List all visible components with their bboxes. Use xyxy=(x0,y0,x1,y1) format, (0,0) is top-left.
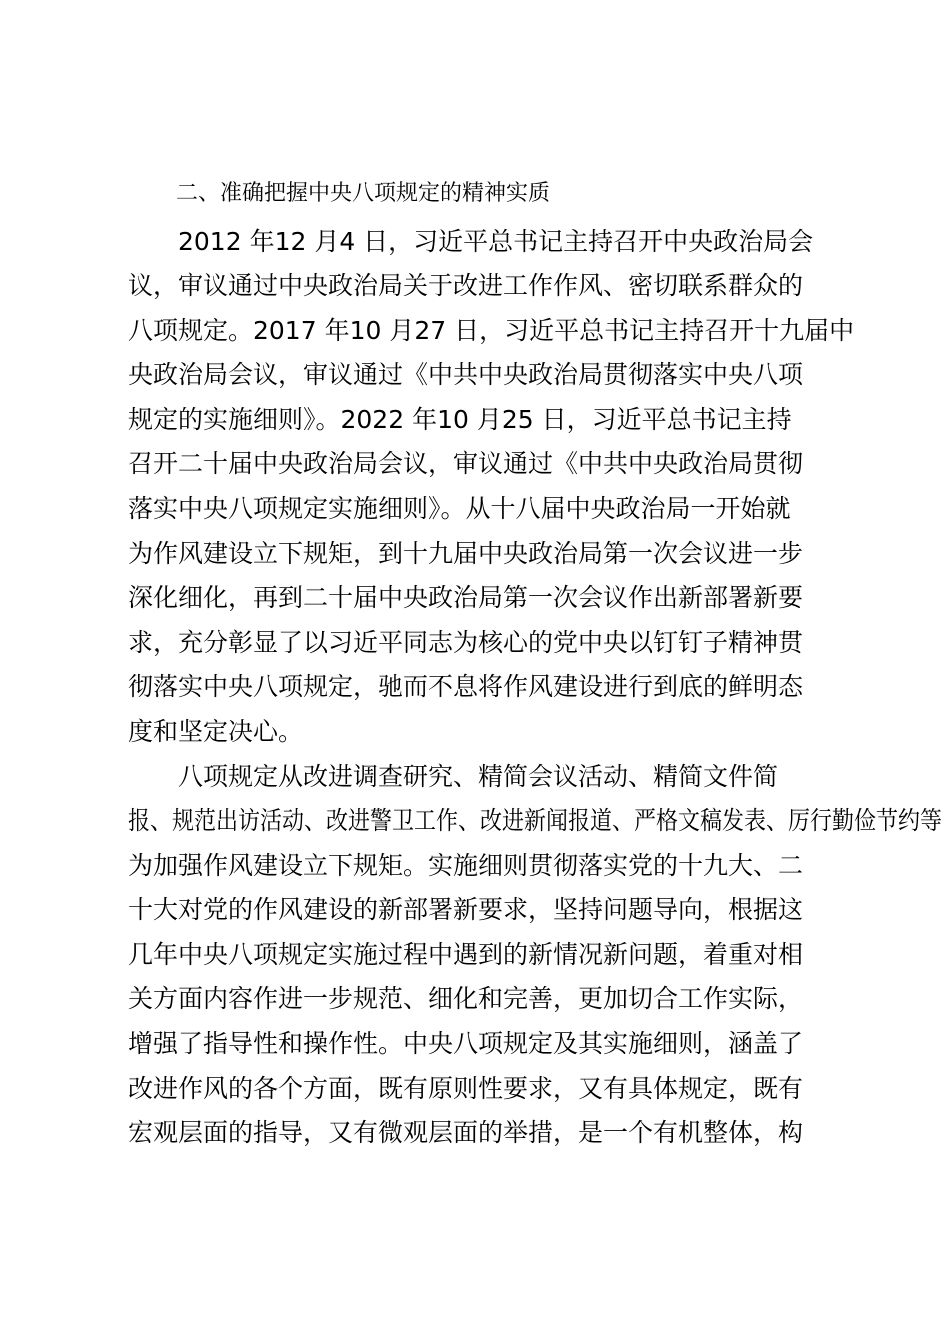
paragraph-line: 宏观层面的指导，又有微观层面的举措，是一个有机整体，构 xyxy=(128,1118,804,1147)
paragraph-line: 彻落实中央八项规定，驰而不息将作风建设进行到底的鲜明态 xyxy=(128,672,804,701)
paragraph-line: 规定的实施细则》。2022 年10 月25 日，习近平总书记主持 xyxy=(128,405,792,434)
paragraph-line: 召开二十届中央政治局会议，审议通过《中共中央政治局贯彻 xyxy=(128,449,804,478)
paragraph-line: 为加强作风建设立下规矩。实施细则贯彻落实党的十九大、二 xyxy=(128,851,804,880)
paragraph-line: 议，审议通过中央政治局关于改进工作作风、密切联系群众的 xyxy=(128,271,804,300)
paragraph-line: 央政治局会议，审议通过《中共中央政治局贯彻落实中央八项 xyxy=(128,360,804,389)
paragraph-line: 十大对党的作风建设的新部署新要求，坚持问题导向，根据这 xyxy=(128,895,804,924)
paragraph-line: 2012 年12 月4 日，习近平总书记主持召开中央政治局会 xyxy=(178,227,814,256)
paragraph-line: 报、规范出访活动、改进警卫工作、改进新闻报道、严格文稿发表、厉行勤俭节约等 xyxy=(128,806,943,835)
paragraph-line: 几年中央八项规定实施过程中遇到的新情况新问题，着重对相 xyxy=(128,940,804,969)
paragraph-line: 为作风建设立下规矩，到十九届中央政治局第一次会议进一步 xyxy=(128,539,804,568)
paragraph-line: 八项规定。2017 年10 月27 日，习近平总书记主持召开十九届中 xyxy=(128,316,855,345)
paragraph-line: 落实中央八项规定实施细则》。从十八届中央政治局一开始就 xyxy=(128,494,791,523)
paragraph-line: 深化细化，再到二十届中央政治局第一次会议作出新部署新要 xyxy=(128,583,804,612)
paragraph-line: 增强了指导性和操作性。中央八项规定及其实施细则，涵盖了 xyxy=(128,1029,804,1058)
paragraph-line: 改进作风的各个方面，既有原则性要求，又有具体规定，既有 xyxy=(128,1074,804,1103)
paragraph-line: 度和坚定决心。 xyxy=(128,717,304,746)
paragraph-line: 求，充分彰显了以习近平同志为核心的党中央以钉钉子精神贯 xyxy=(128,628,804,657)
section-heading: 二、准确把握中央八项规定的精神实质 xyxy=(176,181,551,206)
paragraph-line: 关方面内容作进一步规范、细化和完善，更加切合工作实际， xyxy=(128,984,804,1013)
paragraph-line: 八项规定从改进调查研究、精简会议活动、精简文件简 xyxy=(178,762,779,791)
